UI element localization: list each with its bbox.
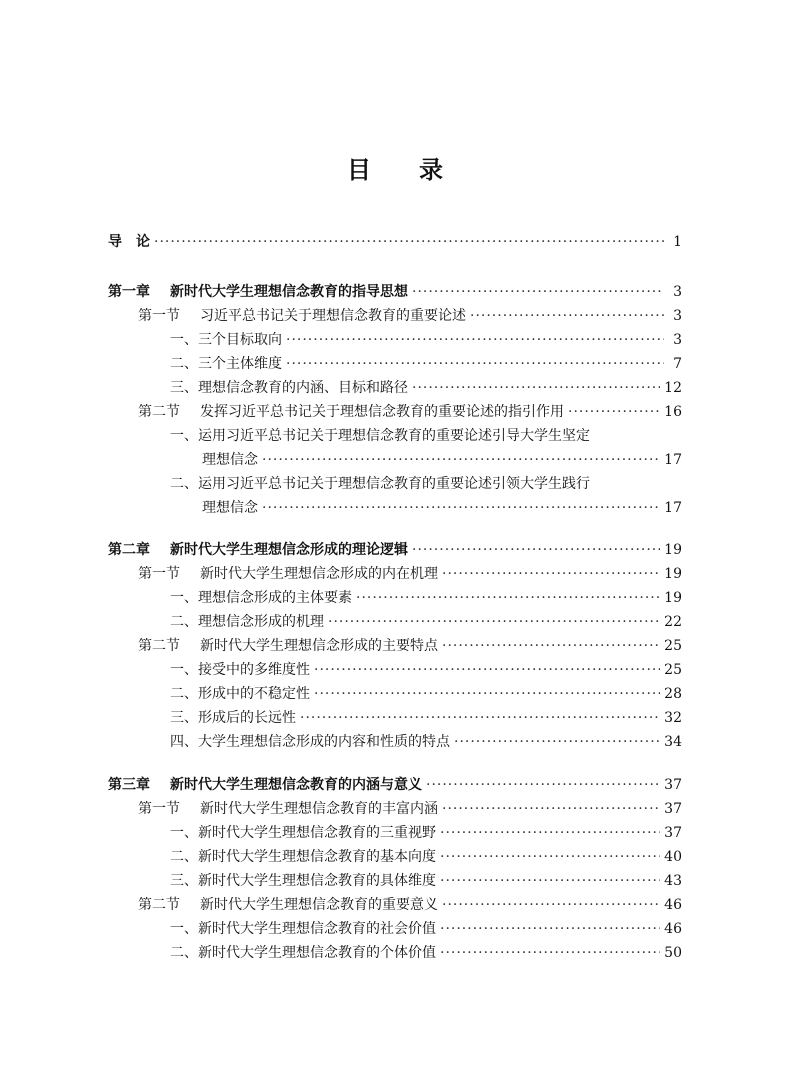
toc-entry-item[interactable] [170,682,682,706]
page-number: 17 [664,500,682,516]
entry-tag: 第一节 [138,308,180,324]
entry-title: 新时代大学生理想信念形成的主要特点 [200,638,438,654]
page-number: 22 [664,614,682,630]
entry-tag: 第一节 [138,566,180,582]
leader-dots [426,773,660,797]
toc-entry-item[interactable] [170,376,682,400]
page-number: 50 [664,945,682,961]
page-number: 17 [664,452,682,468]
entry-tag: 第一节 [138,801,180,817]
toc-entry-item[interactable] [170,845,682,869]
leader-dots [440,869,660,893]
entry-title: 一、接受中的多维度性 [170,662,310,678]
entry-title: 新时代大学生理想信念教育的重要意义 [200,897,438,913]
leader-dots [470,304,664,328]
toc-entry-item[interactable] [170,869,682,893]
entry-tag: 第一章 [108,284,150,300]
toc-entry-item-line1[interactable]: 一、运用习近平总书记关于理想信念教育的重要论述引导大学生坚定 [170,428,590,444]
leader-dots [314,658,660,682]
toc-entry-item[interactable] [170,328,682,352]
toc-entry-item-line2[interactable] [202,496,682,520]
entry-title: 三、理想信念教育的内涵、目标和路径 [170,380,408,396]
leader-dots [328,610,660,634]
entry-title: 二、新时代大学生理想信念教育的基本向度 [170,849,436,865]
page-number: 40 [664,849,682,865]
leader-dots [440,941,660,965]
entry-title: 一、理想信念形成的主体要素 [170,590,352,606]
leader-dots [412,538,660,562]
leader-dots [154,230,664,254]
toc-entry-item[interactable] [170,821,682,845]
entry-title: 新时代大学生理想信念教育的指导思想 [170,284,408,300]
entry-title: 二、理想信念形成的机理 [170,614,324,630]
toc-entry-item[interactable] [170,917,682,941]
leader-dots [442,634,660,658]
entry-title: 二、三个主体维度 [170,356,282,372]
entry-tag: 第三章 [108,777,150,793]
page-number: 28 [664,686,682,702]
leader-dots [442,893,660,917]
entry-title: 新时代大学生理想信念教育的丰富内涵 [200,801,438,817]
toc-entry-section[interactable] [138,400,682,424]
leader-dots [568,400,660,424]
page-number: 1 [673,234,682,250]
entry-title: 理想信念 [202,500,258,516]
entry-title: 发挥习近平总书记关于理想信念教育的重要论述的指引作用 [200,404,564,420]
entry-title: 新时代大学生理想信念形成的理论逻辑 [170,542,408,558]
leader-dots [314,682,660,706]
toc-entry-item[interactable] [170,730,682,754]
toc-entry-chapter-2[interactable] [108,538,682,562]
entry-title: 一、新时代大学生理想信念教育的社会价值 [170,921,436,937]
toc-entry-item[interactable] [170,352,682,376]
page-number: 37 [664,777,682,793]
leader-dots [442,562,660,586]
page-title [0,150,790,185]
toc-entry-section[interactable] [138,797,682,821]
entry-title: 二、形成中的不稳定性 [170,686,310,702]
leader-dots [440,821,660,845]
page-number: 46 [664,897,682,913]
page-number: 19 [664,542,682,558]
page-number: 34 [664,734,682,750]
page-number: 37 [664,825,682,841]
toc-entry-section[interactable] [138,893,682,917]
entry-title: 三、新时代大学生理想信念教育的具体维度 [170,873,436,889]
toc-entry-item[interactable] [170,586,682,610]
page-number: 7 [673,356,682,372]
page-number: 19 [664,590,682,606]
page-number: 25 [664,638,682,654]
entry-title: 四、大学生理想信念形成的内容和性质的特点 [170,734,450,750]
leader-dots [440,845,660,869]
entry-title: 三、形成后的长远性 [170,710,296,726]
page-number: 19 [664,566,682,582]
leader-dots [356,586,660,610]
leader-dots [442,797,660,821]
page-number: 3 [673,332,682,348]
toc-entry-item[interactable] [170,658,682,682]
page-number: 25 [664,662,682,678]
entry-title: 新时代大学生理想信念教育的内涵与意义 [170,777,422,793]
leader-dots [412,280,664,304]
leader-dots [412,376,660,400]
page-number: 12 [664,380,682,396]
toc-entry-chapter-3[interactable] [108,773,682,797]
toc-entry-item-line2[interactable] [202,448,682,472]
leader-dots [454,730,660,754]
leader-dots [286,352,664,376]
toc-entry-item[interactable] [170,706,682,730]
entry-tag: 第二章 [108,542,150,558]
toc-entry-chapter-1[interactable] [108,280,682,304]
toc-entry-item[interactable] [170,941,682,965]
toc-entry-item[interactable] [170,610,682,634]
entry-title: 习近平总书记关于理想信念教育的重要论述 [200,308,466,324]
page-number: 3 [673,284,682,300]
page-number: 37 [664,801,682,817]
leader-dots [440,917,660,941]
page-number: 16 [664,404,682,420]
page-number: 32 [664,710,682,726]
entry-tag: 第二节 [138,897,180,913]
entry-title: 新时代大学生理想信念形成的内在机理 [200,566,438,582]
entry-tag: 第二节 [138,404,180,420]
entry-title: 一、三个目标取向 [170,332,282,348]
entry-title: 二、新时代大学生理想信念教育的个体价值 [170,945,436,961]
entry-title: 一、新时代大学生理想信念教育的三重视野 [170,825,436,841]
page-number: 3 [673,308,682,324]
toc-entry-intro[interactable] [108,230,682,254]
title-char-2: 录 [419,156,443,184]
leader-dots [286,328,664,352]
entry-tag: 第二节 [138,638,180,654]
entry-title: 理想信念 [202,452,258,468]
entry-tag: 导 论 [108,234,150,250]
title-char-1: 目 [347,156,371,184]
page-number: 46 [664,921,682,937]
leader-dots [262,496,660,520]
leader-dots [300,706,660,730]
toc-entry-section[interactable] [138,562,682,586]
toc-entry-section[interactable] [138,304,682,328]
toc-entry-item-line1[interactable]: 二、运用习近平总书记关于理想信念教育的重要论述引领大学生践行 [170,476,590,492]
toc-entry-section[interactable] [138,634,682,658]
page-number: 43 [664,873,682,889]
leader-dots [262,448,660,472]
